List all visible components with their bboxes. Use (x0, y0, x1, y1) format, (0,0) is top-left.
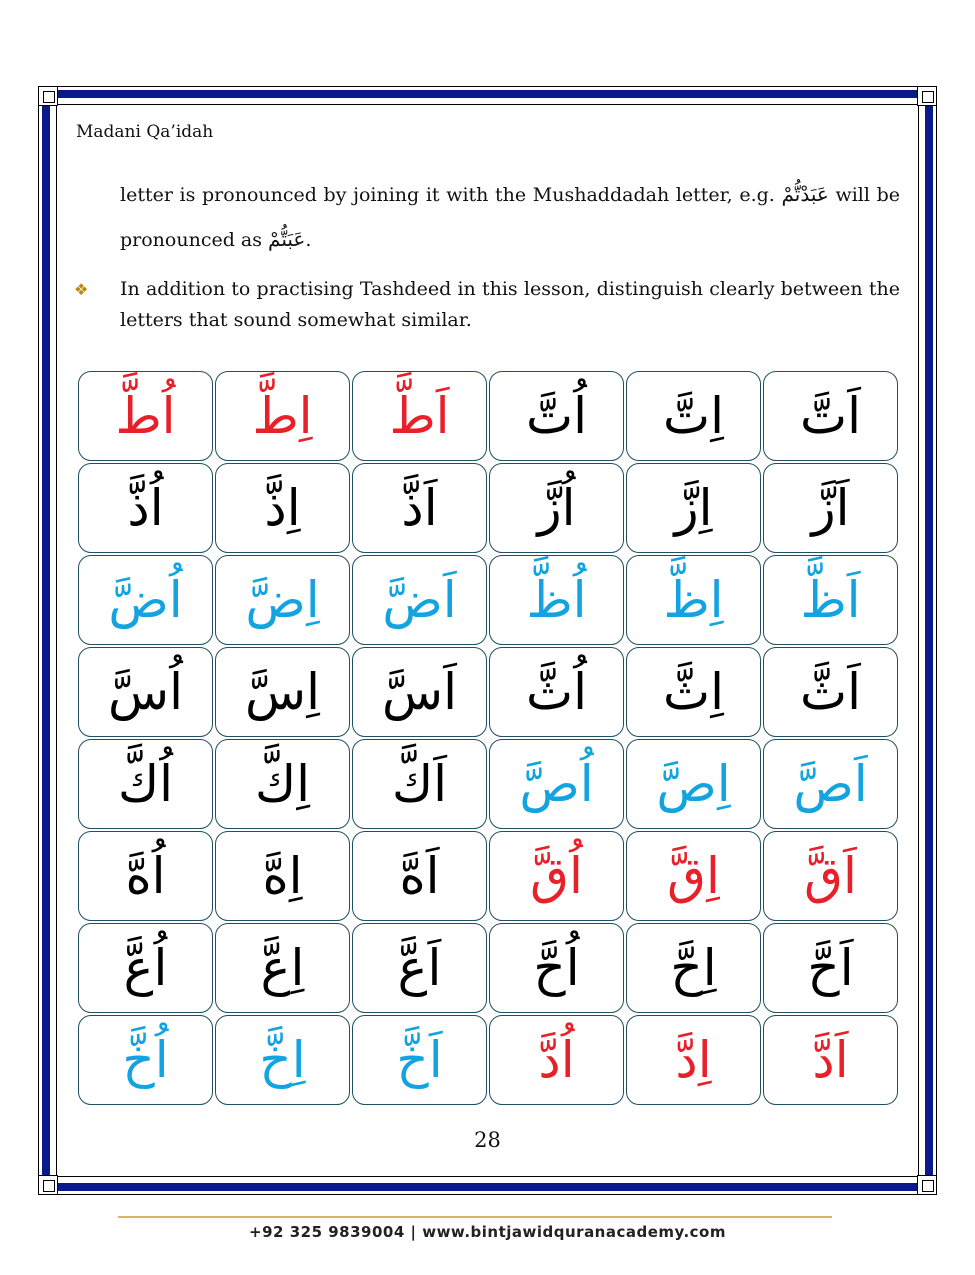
corner-ornament-top-right (917, 86, 937, 106)
letter-cell: اُكَّ (78, 739, 213, 829)
letter-cell: اَخَّ (352, 1015, 487, 1105)
arabic-example-1: عَبَدْتُّمْ (781, 182, 829, 206)
letter-cell: اُحَّ (489, 923, 624, 1013)
letter-cell: اَحَّ (763, 923, 898, 1013)
letter-cell: اِظَّ (626, 555, 761, 645)
arabic-example-2: عَبَتُّمْ (268, 227, 306, 251)
tashdeed-letter-grid (77, 370, 899, 1106)
corner-ornament-top-left (38, 86, 58, 106)
letter-cell: اُقَّ (489, 831, 624, 921)
letter-cell: اِعَّ (215, 923, 350, 1013)
letter-cell: اُصَّ (489, 739, 624, 829)
letter-cell: اُضَّ (78, 555, 213, 645)
letter-cell: اَقَّ (763, 831, 898, 921)
paragraph-text-3: . (305, 229, 312, 251)
bullet-paragraph: In addition to practising Tashdeed in this lesson, distinguish clearly between the letters that sound somewhat similar. (120, 278, 900, 331)
letter-cell: اِطَّ (215, 371, 350, 461)
corner-ornament-bottom-right (917, 1175, 937, 1195)
letter-cell: اَكَّ (352, 739, 487, 829)
letter-cell: اِذَّ (215, 463, 350, 553)
letter-cell: اِتَّ (626, 371, 761, 461)
letter-cell: اُعَّ (78, 923, 213, 1013)
letter-cell: اَظَّ (763, 555, 898, 645)
corner-ornament-bottom-left (38, 1175, 58, 1195)
letter-cell: اَصَّ (763, 739, 898, 829)
letter-cell: اُتَّ (489, 371, 624, 461)
letter-cell: اَطَّ (352, 371, 487, 461)
letter-cell: اِهَّ (215, 831, 350, 921)
letter-cell: اَزَّ (763, 463, 898, 553)
letter-cell: اُظَّ (489, 555, 624, 645)
letter-cell: اُذَّ (78, 463, 213, 553)
letter-cell: اُهَّ (78, 831, 213, 921)
letter-cell: اَدَّ (763, 1015, 898, 1105)
paragraph-text-2: will be pronounced as (120, 184, 900, 251)
footer-contact: +92 325 9839004 | www.bintjawidquranacademy.com (249, 1223, 726, 1241)
letter-cell: اَعَّ (352, 923, 487, 1013)
letter-cell: اَثَّ (763, 647, 898, 737)
footer-divider (118, 1216, 832, 1218)
letter-cell: اِسَّ (215, 647, 350, 737)
page-number: 28 (474, 1128, 501, 1152)
letter-cell: اَهَّ (352, 831, 487, 921)
letter-cell: اِضَّ (215, 555, 350, 645)
letter-cell: اِدَّ (626, 1015, 761, 1105)
letter-cell: اُثَّ (489, 647, 624, 737)
letter-cell: اِكَّ (215, 739, 350, 829)
letter-cell: اُطَّ (78, 371, 213, 461)
letter-cell: اُدَّ (489, 1015, 624, 1105)
paragraph-text-1: letter is pronounced by joining it with the Mushaddadah letter, e.g. (120, 184, 782, 206)
letter-cell: اُسَّ (78, 647, 213, 737)
page-header: Madani Qa’idah (76, 122, 214, 142)
paragraph-continuation (120, 172, 900, 262)
letter-cell: اِحَّ (626, 923, 761, 1013)
bullet-ornament-icon: ❖ (74, 280, 89, 299)
letter-cell: اُخَّ (78, 1015, 213, 1105)
letter-cell: اَسَّ (352, 647, 487, 737)
letter-cell: اَضَّ (352, 555, 487, 645)
letter-cell: اِثَّ (626, 647, 761, 737)
letter-cell: اِخَّ (215, 1015, 350, 1105)
letter-cell: اِقَّ (626, 831, 761, 921)
letter-cell: اَتَّ (763, 371, 898, 461)
letter-cell: اِزَّ (626, 463, 761, 553)
letter-cell: اُزَّ (489, 463, 624, 553)
letter-cell: اِصَّ (626, 739, 761, 829)
letter-cell: اَذَّ (352, 463, 487, 553)
